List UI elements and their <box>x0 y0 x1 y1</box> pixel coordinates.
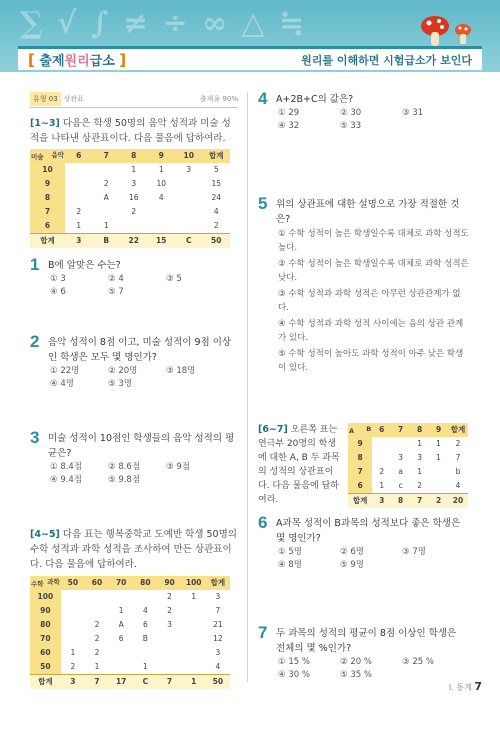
total-row <box>30 675 230 690</box>
question-1: 1 B에 알맞은 수는? ① 3 ② 4 ③ 5 ④ 6 ⑤ 7 <box>30 258 238 299</box>
table-cell: 6 <box>142 620 148 629</box>
table-cell: 1 <box>70 648 76 657</box>
answer-option: ④ 30 % <box>278 670 310 680</box>
answer-option: ② 6명 <box>340 547 364 557</box>
table-cell: 2 <box>94 634 100 643</box>
table-cell <box>391 437 410 451</box>
table-cell: a <box>398 467 403 476</box>
row-label: 6 <box>30 219 65 234</box>
total-cell: C <box>175 234 203 249</box>
answer-option: ⑤ 9.8점 <box>108 475 141 485</box>
banner-decoration: ∑ √ ∫ ≠ ÷ ∞ △ ≒ <box>20 6 307 41</box>
answer-option: ① 수학 성적이 높은 학생일수록 대체로 과학 성적도 높다. <box>278 229 469 253</box>
answer-option: ② 20 % <box>340 657 372 667</box>
table-cell: 2 <box>94 620 100 629</box>
column-header: 6 <box>372 423 391 437</box>
right-column <box>258 89 470 682</box>
table-cell <box>61 632 85 646</box>
total-cell: 8 <box>391 494 410 509</box>
table-row <box>30 205 230 219</box>
row-label: 8 <box>30 191 65 205</box>
table-cell: 1 <box>417 439 422 448</box>
row-axis-label: A <box>349 427 355 435</box>
ab-table <box>348 423 468 508</box>
answer-option: ④ 6 <box>50 287 66 297</box>
table-cell <box>148 219 176 234</box>
q6-options <box>278 546 470 572</box>
table-cell <box>65 191 93 205</box>
column-header: 7 <box>391 423 410 437</box>
column-header: 50 <box>61 576 85 590</box>
row-label: 9 <box>30 177 65 191</box>
column-header: 합계 <box>448 423 468 437</box>
column-header: 60 <box>85 576 109 590</box>
column-header: 합계 <box>203 149 231 163</box>
total-label: 합계 <box>348 494 372 509</box>
question-4: 4 A+2B+C의 값은? ① 29 ② 30 ③ 31 ④ 32 ⑤ 33 <box>258 92 470 133</box>
table-cell: 3 <box>215 648 221 657</box>
table-cell <box>61 590 85 604</box>
table-cell: 1 <box>417 467 422 476</box>
answer-option: ② 8.6점 <box>108 462 141 472</box>
answer-option: ① 29 <box>278 108 300 118</box>
table-cell <box>182 660 206 675</box>
total-cell: 7 <box>157 675 181 690</box>
table-row <box>348 437 468 451</box>
table-corner <box>348 423 372 437</box>
table-cell: 3 <box>186 165 192 174</box>
answer-option: ② 4 <box>108 274 124 284</box>
total-cell: 15 <box>148 234 176 249</box>
type-header <box>30 92 238 108</box>
table-cell: 2 <box>76 207 82 216</box>
math-science-table <box>30 576 230 689</box>
total-cell: 20 <box>448 494 468 509</box>
footer <box>449 680 482 693</box>
answer-option: ⑤ 3명 <box>108 379 132 389</box>
total-cell: 17 <box>109 675 133 690</box>
answer-option: ② 20명 <box>108 366 138 376</box>
footer-section: I. 통계 <box>448 683 472 692</box>
table-cell: 3 <box>167 620 172 629</box>
table-cell <box>109 646 133 660</box>
table-cell <box>133 646 157 660</box>
table-cell: 2 <box>213 221 219 230</box>
column-header: 100 <box>182 576 206 590</box>
table-cell: 1 <box>379 481 385 490</box>
table-cell <box>93 205 121 219</box>
table-cell <box>182 618 206 632</box>
total-cell: 22 <box>120 234 148 249</box>
table-cell <box>65 177 93 191</box>
table-cell: 1 <box>158 165 164 174</box>
column-header: 80 <box>133 576 157 590</box>
total-label: 합계 <box>30 675 61 690</box>
table-row <box>30 604 230 618</box>
row-label: 9 <box>348 437 372 451</box>
table-cell <box>157 646 181 660</box>
table-cell: 2 <box>167 606 172 615</box>
answer-option: ⑤ 7 <box>108 287 124 297</box>
table-cell <box>182 646 206 660</box>
answer-option: ① 5명 <box>278 547 302 557</box>
frequency: 출제율 90% <box>199 95 238 103</box>
table-cell <box>175 191 203 205</box>
table-cell <box>372 437 391 451</box>
table-row <box>30 177 230 191</box>
table-row <box>30 632 230 646</box>
q2-options <box>50 365 238 391</box>
table-cell: A <box>118 620 124 629</box>
answer-option: ③ 25 % <box>402 657 434 667</box>
mushroom-icon <box>420 14 450 46</box>
total-cell: C <box>133 675 157 690</box>
total-cell: 3 <box>372 494 391 509</box>
table-cell: 21 <box>213 620 223 629</box>
table-row <box>30 646 230 660</box>
answer-option: ③ 31 <box>402 108 424 118</box>
top-banner <box>0 0 500 72</box>
table-cell: 1 <box>131 165 137 174</box>
row-label: 6 <box>348 479 372 494</box>
answer-option: ④ 수학 성적과 과학 성적 사이에는 음의 상관 관계가 있다. <box>278 319 464 343</box>
table-row <box>30 660 230 675</box>
table-cell <box>157 632 181 646</box>
table-cell: 1 <box>436 439 441 448</box>
answer-option: ① 22명 <box>50 366 80 376</box>
total-cell: 3 <box>65 234 93 249</box>
header-bar <box>18 46 482 70</box>
table-cell: 10 <box>156 179 167 188</box>
column-header: 6 <box>65 149 93 163</box>
column-header: 10 <box>175 149 203 163</box>
type-name: 상관표 <box>63 95 84 103</box>
total-cell: B <box>93 234 121 249</box>
answer-option: ② 30 <box>340 108 362 118</box>
table-cell: 3 <box>215 592 221 601</box>
table-cell: 3 <box>398 453 404 462</box>
column-header: 8 <box>410 423 429 437</box>
column-header: 합계 <box>206 576 230 590</box>
table-cell: 1 <box>118 606 124 615</box>
table-cell: 7 <box>455 453 461 462</box>
total-label: 합계 <box>30 234 65 249</box>
table-row <box>30 191 230 205</box>
q5-options <box>278 227 470 375</box>
left-column <box>30 92 238 689</box>
column-header: 9 <box>429 423 448 437</box>
table-cell <box>120 219 148 234</box>
table-cell: 4 <box>142 606 148 615</box>
column-header: 90 <box>157 576 181 590</box>
small-mushroom-icon <box>454 22 472 44</box>
table-cell: 4 <box>455 481 461 490</box>
q7-options <box>278 656 470 682</box>
table-cell <box>175 219 203 234</box>
row-label: 7 <box>30 205 65 219</box>
table-cell: 15 <box>211 179 222 188</box>
table-cell <box>372 451 391 465</box>
answer-option: ① 3 <box>50 274 66 284</box>
table-cell: 1 <box>436 453 441 462</box>
total-row <box>30 234 230 249</box>
answer-option: ⑤ 35 % <box>340 670 372 680</box>
column-header: 70 <box>109 576 133 590</box>
column-header: 9 <box>148 149 176 163</box>
q6-7-intro: [6~7] 오른쪽 표는 연극부 20명의 학생에 대한 A, B 두 과목의 성적의 상관표이다. 다음 물음에 답하여라. <box>258 424 340 505</box>
row-label: 50 <box>30 660 61 675</box>
row-axis-label: 미술 <box>31 153 44 161</box>
answer-option: ① 15 % <box>278 657 310 667</box>
table-cell <box>175 205 203 219</box>
table-cell: 2 <box>455 439 461 448</box>
answer-option: ③ 수학 성적과 과학 성적은 아무런 상관관계가 없다. <box>278 289 461 313</box>
row-label: 8 <box>348 451 372 465</box>
table-cell: 4 <box>158 193 164 202</box>
table-cell <box>157 660 181 675</box>
row-label: 90 <box>30 604 61 618</box>
table-corner <box>30 576 61 590</box>
table-cell <box>93 163 121 177</box>
answer-option: ④ 32 <box>278 121 300 131</box>
page-number: 7 <box>474 680 482 693</box>
q6-7-block <box>258 423 470 508</box>
table-cell: B <box>142 634 148 643</box>
question-3: 3 미술 성적이 10점인 학생들의 음악 성적의 평균은? ① 8.4점 ② 8.6점 ③ 9점 ④ 9.4점 ⑤ 9.8점 <box>30 431 238 487</box>
table-cell <box>85 604 109 618</box>
table-cell <box>65 163 93 177</box>
music-art-table <box>30 149 230 248</box>
table-row <box>348 451 468 465</box>
table-cell: 2 <box>131 207 137 216</box>
table-cell <box>429 465 448 479</box>
q4-options <box>278 107 470 133</box>
total-cell: 50 <box>206 675 230 690</box>
table-cell <box>61 604 85 618</box>
table-row <box>30 590 230 604</box>
question-2: 2 음악 성적이 8점 이고, 미술 성적이 9점 이상인 학생은 모두 몇 명인가? ① 22명 ② 20명 ③ 18명 ④ 4명 ⑤ 3명 <box>30 335 238 391</box>
q1-options <box>50 273 238 299</box>
table-cell: 2 <box>103 179 109 188</box>
total-cell: 2 <box>429 494 448 509</box>
answer-option: ① 8.4점 <box>50 462 83 472</box>
answer-option: ③ 18명 <box>166 366 196 376</box>
table-cell: 4 <box>213 207 219 216</box>
answer-option: ⑤ 9명 <box>340 560 364 570</box>
q1-3-intro: [1~3] 다음은 학생 50명의 음악 성적과 미술 성적을 나타낸 상관표이다. 다음 물음에 답하여라. <box>30 118 231 144</box>
table-row <box>30 618 230 632</box>
row-label: 80 <box>30 618 61 632</box>
q3-options <box>50 461 238 487</box>
column-header: 8 <box>120 149 148 163</box>
q4-5-intro: [4~5] 다음 표는 행복중학교 도예반 학생 50명의 수학 성적과 과학 성적을 조사하여 만든 상관표이다. 다음 물음에 답하여라. <box>30 529 237 570</box>
table-row <box>30 219 230 234</box>
brand-title: [ 출제원리급소 ] <box>28 51 127 69</box>
answer-option: ④ 8명 <box>278 560 302 570</box>
table-cell: 1 <box>191 592 197 601</box>
row-label: 100 <box>30 590 61 604</box>
answer-option: ⑤ 수학 성적이 높아도 과학 성적이 아주 낮은 학생이 있다. <box>278 349 464 373</box>
column-header: 7 <box>93 149 121 163</box>
total-cell: 7 <box>410 494 429 509</box>
answer-option: ③ 9점 <box>166 462 190 472</box>
col-axis-label: 과학 <box>47 578 60 586</box>
col-axis-label: B <box>366 425 372 433</box>
table-row <box>348 479 468 494</box>
table-cell: 1 <box>142 662 148 671</box>
table-cell: 1 <box>76 221 82 230</box>
table-cell <box>429 479 448 494</box>
table-cell: 7 <box>215 606 221 615</box>
table-cell <box>182 632 206 646</box>
question-7: 7 두 과목의 성적의 평균이 8점 이상인 학생은 전체의 몇 %인가? ① 15 % ② 20 % ③ 25 % ④ 30 % ⑤ 35 % <box>258 626 470 682</box>
col-axis-label: 음악 <box>51 151 64 159</box>
question-6: 6 A과목 성적이 B과목의 성적보다 좋은 학생은 몇 명인가? ① 5명 ② 6명 ③ 7명 ④ 8명 ⑤ 9명 <box>258 516 470 572</box>
table-cell: 3 <box>131 179 137 188</box>
table-corner <box>30 149 65 163</box>
table-cell: 16 <box>128 193 139 202</box>
table-cell: 6 <box>118 634 124 643</box>
table-cell: 2 <box>167 592 172 601</box>
answer-option: ③ 5 <box>166 274 182 284</box>
table-cell: b <box>455 467 461 476</box>
total-cell: 3 <box>61 675 85 690</box>
answer-option: ④ 4명 <box>50 379 74 389</box>
table-row <box>30 163 230 177</box>
table-cell: c <box>398 481 403 490</box>
row-label: 7 <box>348 465 372 479</box>
table-cell <box>61 618 85 632</box>
answer-option: ② 수학 성적이 높은 학생일수록 대체로 과학 성적은 낮다. <box>278 259 469 283</box>
tagline: 원리를 이해하면 시험급소가 보인다 <box>301 53 472 67</box>
table-cell <box>85 590 109 604</box>
total-cell: 50 <box>203 234 231 249</box>
table-cell: 2 <box>417 481 422 490</box>
table-cell: 1 <box>94 662 100 671</box>
table-cell: 4 <box>215 662 221 671</box>
table-cell <box>109 590 133 604</box>
table-cell: 1 <box>103 221 109 230</box>
table-cell: 5 <box>213 165 219 174</box>
table-cell <box>133 590 157 604</box>
total-cell: 7 <box>85 675 109 690</box>
column-divider <box>247 92 248 682</box>
row-label: 60 <box>30 646 61 660</box>
answer-option: ③ 7명 <box>402 547 426 557</box>
table-cell: 12 <box>213 634 223 643</box>
table-cell <box>148 205 176 219</box>
table-cell: 2 <box>70 662 76 671</box>
type-tag: 유형 03 <box>30 92 61 106</box>
table-cell: A <box>103 193 109 202</box>
table-cell: 2 <box>379 467 385 476</box>
question-5: 5 위의 상관표에 대한 설명으로 가장 적절한 것은? ① 수학 성적이 높은 학생일수록 대체로 과학 성적도 높다. ② 수학 성적이 높은 학생일수록 대체로 과학 성적은 낮다. ③ 수학 성적과 과학 성적은 아무런 상관관계가 없다. ④ 수학 성적과 과학 성적 사이에는 음의 상관 관계가 있다. ⑤ 수학 성적이 높아도 과학 성적이 아주 낮은 학생이 있다. <box>258 194 469 373</box>
total-row <box>348 494 468 509</box>
table-cell: 2 <box>94 648 100 657</box>
row-label: 70 <box>30 632 61 646</box>
table-cell: 3 <box>417 453 422 462</box>
total-cell: 1 <box>182 675 206 690</box>
row-label: 10 <box>30 163 65 177</box>
answer-option: ④ 9.4점 <box>50 475 83 485</box>
answer-option: ⑤ 33 <box>340 121 362 131</box>
table-row <box>348 465 468 479</box>
table-cell: 24 <box>211 193 222 202</box>
table-cell <box>175 177 203 191</box>
table-cell <box>182 604 206 618</box>
row-axis-label: 수학 <box>31 580 44 588</box>
table-cell <box>109 660 133 675</box>
